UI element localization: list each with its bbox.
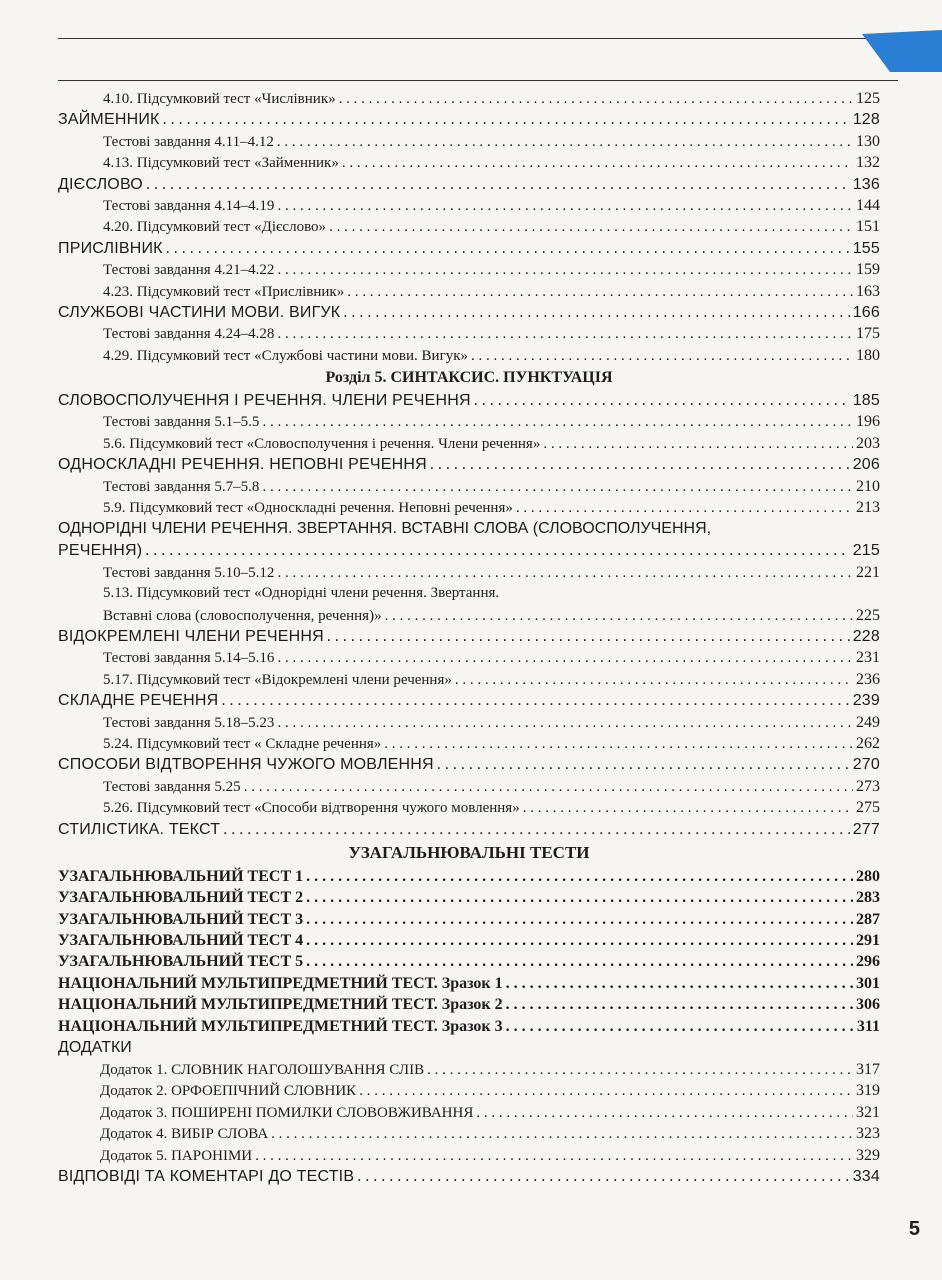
dot-leader	[506, 1016, 854, 1037]
toc-entry-page: 323	[856, 1125, 880, 1143]
dot-leader	[277, 713, 853, 734]
toc-entry-page: 128	[852, 111, 880, 129]
toc-entry-page: 277	[852, 820, 880, 838]
toc-entry	[58, 323, 880, 344]
toc-entry	[58, 733, 880, 754]
toc-entry-title: РЕЧЕННЯ)	[58, 542, 143, 560]
toc-entry	[58, 1016, 880, 1037]
dot-leader	[471, 346, 853, 367]
dot-leader	[359, 1081, 853, 1102]
dot-leader	[166, 238, 850, 259]
toc-entry-title: Додаток 2. ОРФОЕПІЧНИЙ СЛОВНИК	[100, 1083, 357, 1100]
toc-entry	[58, 195, 880, 216]
top-rule	[58, 38, 898, 39]
dot-leader	[145, 540, 849, 561]
section-heading: Розділ 5. СИНТАКСИС. ПУНКТУАЦІЯ	[325, 369, 613, 387]
toc-entry-page: 311	[856, 1017, 880, 1035]
toc-entry-title: ВІДПОВІДІ ТА КОМЕНТАРІ ДО ТЕСТІВ	[58, 1167, 355, 1185]
toc-entry-title: Додаток 1. СЛОВНИК НАГОЛОШУВАННЯ СЛІВ	[100, 1062, 425, 1079]
toc-entry-page: 206	[852, 456, 880, 474]
toc-entry-page: 228	[852, 627, 880, 645]
toc-entry-page: 334	[852, 1167, 880, 1185]
toc-entry	[58, 994, 880, 1015]
toc-entry-page: 175	[856, 325, 880, 343]
toc-entry-title: НАЦІОНАЛЬНИЙ МУЛЬТИПРЕДМЕТНИЙ ТЕСТ. Зразок 3	[58, 1017, 503, 1035]
toc-entry	[58, 345, 880, 366]
toc-entry-page: 287	[856, 910, 880, 928]
toc-entry	[58, 88, 880, 109]
toc-entry	[58, 909, 880, 930]
toc-entry	[58, 605, 880, 626]
toc-entry-page: 296	[856, 953, 880, 971]
toc-entry-title: 5.24. Підсумковий тест « Складне речення»	[103, 735, 382, 752]
toc-entry-page: 283	[856, 889, 880, 907]
dot-leader	[385, 606, 853, 627]
page-number: 5	[908, 1218, 920, 1240]
dot-leader	[221, 690, 849, 711]
dot-leader	[430, 454, 850, 475]
section-heading: УЗАГАЛЬНЮВАЛЬНІ ТЕСТИ	[348, 842, 590, 862]
toc-entry-title: ЗАЙМЕННИК	[58, 111, 160, 129]
toc-entry-page: 125	[856, 90, 880, 107]
toc-entry-page: 130	[856, 132, 880, 150]
table-of-contents	[58, 88, 880, 1187]
toc-entry-page: 306	[856, 996, 880, 1014]
dot-leader	[306, 930, 853, 951]
dot-leader	[277, 324, 853, 345]
toc-entry-title: 4.10. Підсумковий тест «Числівник»	[103, 91, 336, 107]
toc-entry	[58, 776, 880, 797]
toc-entry	[58, 411, 880, 432]
toc-entry-page: 221	[856, 563, 880, 581]
toc-entry	[58, 152, 880, 173]
toc-entry-continuation: 5.13. Підсумковий тест «Однорідні члени речення. Звертання.	[103, 585, 500, 602]
toc-entry	[58, 819, 880, 840]
toc-entry-title: Вставні слова (словосполучення, речення)»	[103, 607, 382, 624]
toc-entry-title: Додаток 3. ПОШИРЕНІ ПОМИЛКИ СЛОВОВЖИВАННЯ	[100, 1104, 474, 1121]
toc-heading-line: ОДНОРІДНІ ЧЛЕНИ РЕЧЕННЯ. ЗВЕРТАННЯ. ВСТАВНІ СЛОВА (СЛОВОСПОЛУЧЕННЯ,	[58, 520, 712, 538]
toc-entry-title: СЛОВОСПОЛУЧЕННЯ І РЕЧЕННЯ. ЧЛЕНИ РЕЧЕННЯ	[58, 392, 471, 410]
dot-leader	[329, 217, 853, 238]
toc-entry	[58, 476, 880, 497]
dot-leader	[277, 648, 853, 669]
toc-entry	[58, 174, 880, 195]
toc-entry-title: ДІЄСЛОВО	[58, 175, 143, 193]
dot-leader	[277, 196, 853, 217]
toc-entry	[58, 973, 880, 994]
toc-entry-title: СТИЛІСТИКА. ТЕКСТ	[58, 820, 221, 838]
toc-entry-title: УЗАГАЛЬНЮВАЛЬНИЙ ТЕСТ 3	[58, 910, 304, 928]
dot-leader	[506, 973, 853, 994]
toc-entry	[58, 1080, 880, 1101]
toc-entry-page: 144	[856, 196, 880, 214]
dot-leader	[339, 89, 853, 110]
dot-leader	[357, 1166, 849, 1187]
toc-entry-title: УЗАГАЛЬНЮВАЛЬНИЙ ТЕСТ 2	[58, 889, 304, 907]
toc-entry-title: Тестові завдання 5.7–5.8	[103, 478, 260, 495]
dot-leader	[306, 866, 853, 887]
toc-entry	[58, 1102, 880, 1123]
toc-entry-title: Додаток 5. ПАРОНІМИ	[100, 1147, 253, 1164]
toc-entry	[58, 887, 880, 908]
toc-entry	[58, 626, 880, 647]
toc-entry-title: 4.13. Підсумковий тест «Займенник»	[103, 155, 339, 172]
toc-heading-line: ДОДАТКИ	[58, 1039, 132, 1057]
toc-entry	[58, 951, 880, 972]
toc-entry	[58, 647, 880, 668]
toc-entry	[58, 1145, 880, 1166]
dot-leader	[277, 563, 853, 584]
header-rule	[58, 80, 898, 81]
dot-leader	[327, 626, 850, 647]
dot-leader	[306, 951, 853, 972]
toc-entry-page: 291	[856, 932, 880, 950]
dot-leader	[474, 390, 850, 411]
toc-entry-title: 5.26. Підсумковий тест «Способи відтворення чужого мовлення»	[103, 800, 520, 817]
toc-entry-page: 239	[852, 692, 880, 710]
toc-entry-page: 210	[856, 477, 880, 495]
toc-entry-page: 163	[856, 282, 880, 300]
toc-entry	[58, 497, 880, 518]
toc-entry	[58, 690, 880, 711]
toc-entry-title: Тестові завдання 4.14–4.19	[103, 197, 275, 214]
dot-leader	[255, 1146, 853, 1167]
toc-entry-title: Тестові завдання 5.18–5.23	[103, 714, 275, 731]
toc-entry-title: НАЦІОНАЛЬНИЙ МУЛЬТИПРЕДМЕТНИЙ ТЕСТ. Зразок 2	[58, 996, 503, 1014]
dot-leader	[523, 798, 853, 819]
toc-entry	[58, 562, 880, 583]
dot-leader	[437, 754, 850, 775]
toc-entry	[58, 109, 880, 130]
toc-entry	[58, 1166, 880, 1187]
dot-leader	[306, 887, 853, 908]
dot-leader	[543, 434, 853, 455]
toc-entry	[58, 259, 880, 280]
toc-entry-page: 317	[856, 1061, 880, 1079]
toc-entry-page: 273	[856, 777, 880, 795]
toc-entry-page: 151	[856, 218, 880, 236]
toc-entry	[58, 540, 880, 561]
toc-entry-title: Тестові завдання 5.10–5.12	[103, 564, 275, 581]
toc-entry	[58, 390, 880, 411]
toc-entry-page: 275	[856, 799, 880, 817]
toc-entry	[58, 669, 880, 690]
toc-entry-page: 166	[852, 303, 880, 321]
toc-entry	[58, 1123, 880, 1144]
toc-entry-page: 180	[856, 346, 880, 364]
toc-entry	[58, 238, 880, 259]
dot-leader	[223, 819, 849, 840]
toc-entry-page: 280	[856, 867, 880, 885]
dot-leader	[347, 282, 853, 303]
toc-entry-title: УЗАГАЛЬНЮВАЛЬНИЙ ТЕСТ 5	[58, 953, 304, 971]
dot-leader	[262, 477, 853, 498]
toc-entry	[58, 131, 880, 152]
dot-leader	[476, 1103, 853, 1124]
toc-entry-title: Тестові завдання 4.11–4.12	[103, 133, 274, 150]
toc-entry-title: 5.17. Підсумковий тест «Відокремлені члени речення»	[103, 671, 452, 688]
toc-entry-page: 321	[856, 1103, 880, 1121]
toc-entry	[58, 302, 880, 323]
dot-leader	[455, 670, 853, 691]
toc-entry-title: Тестові завдання 4.24–4.28	[103, 326, 275, 343]
toc-entry-title: СПОСОБИ ВІДТВОРЕННЯ ЧУЖОГО МОВЛЕННЯ	[58, 756, 434, 774]
dot-leader	[384, 734, 853, 755]
toc-entry-page: 155	[852, 239, 880, 257]
toc-entry-page: 132	[856, 154, 880, 172]
dot-leader	[163, 109, 850, 130]
toc-entry	[58, 281, 880, 302]
toc-entry-title: Тестові завдання 5.1–5.5	[103, 414, 260, 431]
toc-entry	[58, 866, 880, 887]
toc-entry-page: 329	[856, 1146, 880, 1164]
toc-entry	[58, 712, 880, 733]
toc-entry-page: 249	[856, 713, 880, 731]
toc-entry-page: 225	[856, 606, 880, 624]
toc-entry-title: НАЦІОНАЛЬНИЙ МУЛЬТИПРЕДМЕТНИЙ ТЕСТ. Зразок 1	[58, 974, 503, 992]
toc-entry-title: УЗАГАЛЬНЮВАЛЬНИЙ ТЕСТ 4	[58, 932, 304, 950]
toc-entry	[58, 754, 880, 775]
toc-entry-title: СЛУЖБОВІ ЧАСТИНИ МОВИ. ВИГУК	[58, 303, 341, 321]
toc-entry-page: 196	[856, 413, 880, 431]
toc-entry	[58, 454, 880, 475]
toc-entry-page: 231	[856, 649, 880, 667]
toc-entry-page: 301	[856, 974, 880, 992]
toc-entry-page: 319	[856, 1082, 880, 1100]
toc-entry-title: Тестові завдання 5.14–5.16	[103, 650, 275, 667]
blue-corner-decoration	[862, 30, 942, 72]
toc-entry	[58, 930, 880, 951]
dot-leader	[146, 174, 850, 195]
dot-leader	[277, 260, 853, 281]
dot-leader	[244, 777, 853, 798]
dot-leader	[277, 132, 853, 153]
toc-entry	[58, 216, 880, 237]
dot-leader	[342, 153, 853, 174]
toc-entry-page: 236	[856, 670, 880, 688]
toc-entry-page: 262	[856, 734, 880, 752]
toc-entry-page: 270	[852, 756, 880, 774]
toc-entry	[58, 433, 880, 454]
dot-leader	[262, 412, 853, 433]
toc-entry-title: 5.9. Підсумковий тест «Односкладні речення. Неповні речення»	[103, 500, 513, 517]
toc-entry	[58, 1059, 880, 1080]
toc-entry-title: Тестові завдання 4.21–4.22	[103, 262, 275, 279]
toc-entry-page: 203	[856, 434, 880, 452]
toc-entry-title: Тестові завдання 5.25	[103, 778, 241, 795]
dot-leader	[506, 994, 853, 1015]
toc-entry-title: Додаток 4. ВИБІР СЛОВА	[100, 1126, 269, 1143]
toc-entry-page: 136	[852, 175, 880, 193]
toc-entry-page: 213	[856, 499, 880, 517]
toc-entry-title: УЗАГАЛЬНЮВАЛЬНИЙ ТЕСТ 1	[58, 867, 304, 885]
dot-leader	[343, 302, 849, 323]
dot-leader	[271, 1124, 853, 1145]
dot-leader	[516, 498, 853, 519]
toc-entry-page: 215	[852, 542, 880, 560]
toc-entry-title: 4.29. Підсумковий тест «Службові частини мови. Вигук»	[103, 347, 469, 364]
dot-leader	[427, 1060, 853, 1081]
toc-entry-title: ОДНОСКЛАДНІ РЕЧЕННЯ. НЕПОВНІ РЕЧЕННЯ	[58, 456, 427, 474]
toc-entry-title: СКЛАДНЕ РЕЧЕННЯ	[58, 692, 219, 710]
toc-entry-title: 4.23. Підсумковий тест «Прислівник»	[103, 283, 345, 300]
toc-entry-title: 4.20. Підсумковий тест «Дієслово»	[103, 219, 327, 236]
toc-entry-title: ВІДОКРЕМЛЕНІ ЧЛЕНИ РЕЧЕННЯ	[58, 627, 324, 645]
toc-entry-page: 185	[852, 392, 880, 410]
toc-entry-title: 5.6. Підсумковий тест «Словосполучення і речення. Члени речення»	[103, 435, 541, 452]
toc-entry-title: ПРИСЛІВНИК	[58, 239, 163, 257]
toc-entry	[58, 797, 880, 818]
toc-entry-page: 159	[856, 261, 880, 279]
dot-leader	[306, 909, 853, 930]
